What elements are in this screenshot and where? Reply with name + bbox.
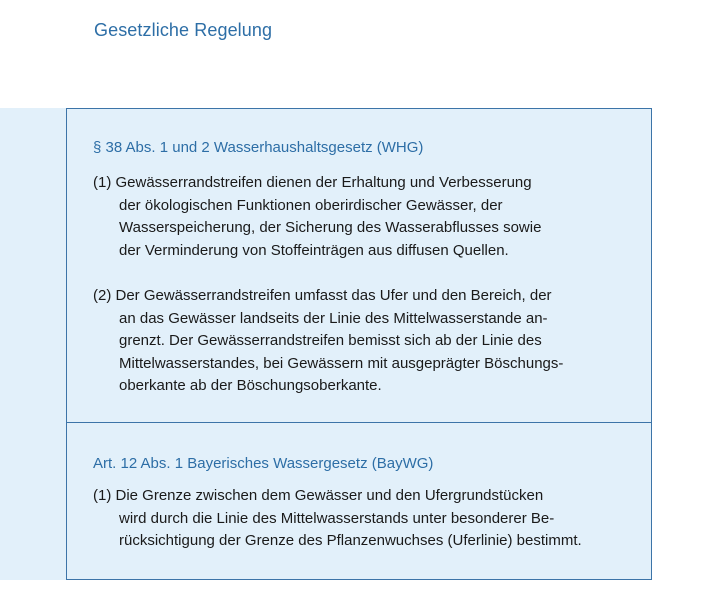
page-heading: Gesetzliche Regelung: [94, 20, 273, 40]
paragraph-line: (1) Die Grenze zwischen dem Gewässer und den Ufergrundstücken: [93, 487, 544, 504]
section-box-whg: [66, 108, 652, 424]
paragraph-line: der Verminderung von Stoffeinträgen aus diffusen Quellen.: [119, 241, 509, 259]
paragraph-line: (2) Der Gewässerrandstreifen umfasst das Ufer und den Bereich, der: [93, 287, 552, 304]
paragraph-line: Wasserspeicherung, der Sicherung des Wasserabflusses sowie: [119, 219, 542, 236]
section-title-whg: § 38 Abs. 1 und 2 Wasserhaushaltsgesetz (WHG): [93, 139, 424, 156]
paragraph-line: oberkante ab der Böschungsoberkante.: [119, 377, 382, 394]
paragraph-line: (1) Gewässerrandstreifen dienen der Erhaltung und Verbesserung: [93, 174, 532, 191]
paragraph-line: Mittelwasserstandes, bei Gewässern mit ausgeprägter Böschungs-: [119, 354, 564, 372]
paragraph-line: der ökologischen Funktionen oberirdischer Gewässer, der: [119, 196, 503, 214]
paragraph-whg-1: [93, 172, 633, 262]
paragraph-line: wird durch die Linie des Mittelwasserstands unter besonderer Be-: [119, 509, 555, 527]
paragraph-whg-2: [93, 285, 633, 398]
left-decorative-band: [0, 108, 66, 580]
section-box-baywg: [66, 422, 652, 580]
section-title-baywg: Art. 12 Abs. 1 Bayerisches Wassergesetz (BayWG): [93, 455, 434, 472]
paragraph-baywg-1: [93, 485, 633, 553]
paragraph-line: rücksichtigung der Grenze des Pflanzenwuchses (Uferlinie) bestimmt.: [119, 532, 582, 549]
paragraph-line: an das Gewässer landseits der Linie des Mittelwasserstande an-: [119, 309, 548, 327]
paragraph-line: grenzt. Der Gewässerrandstreifen bemisst sich ab der Linie des: [119, 332, 542, 349]
